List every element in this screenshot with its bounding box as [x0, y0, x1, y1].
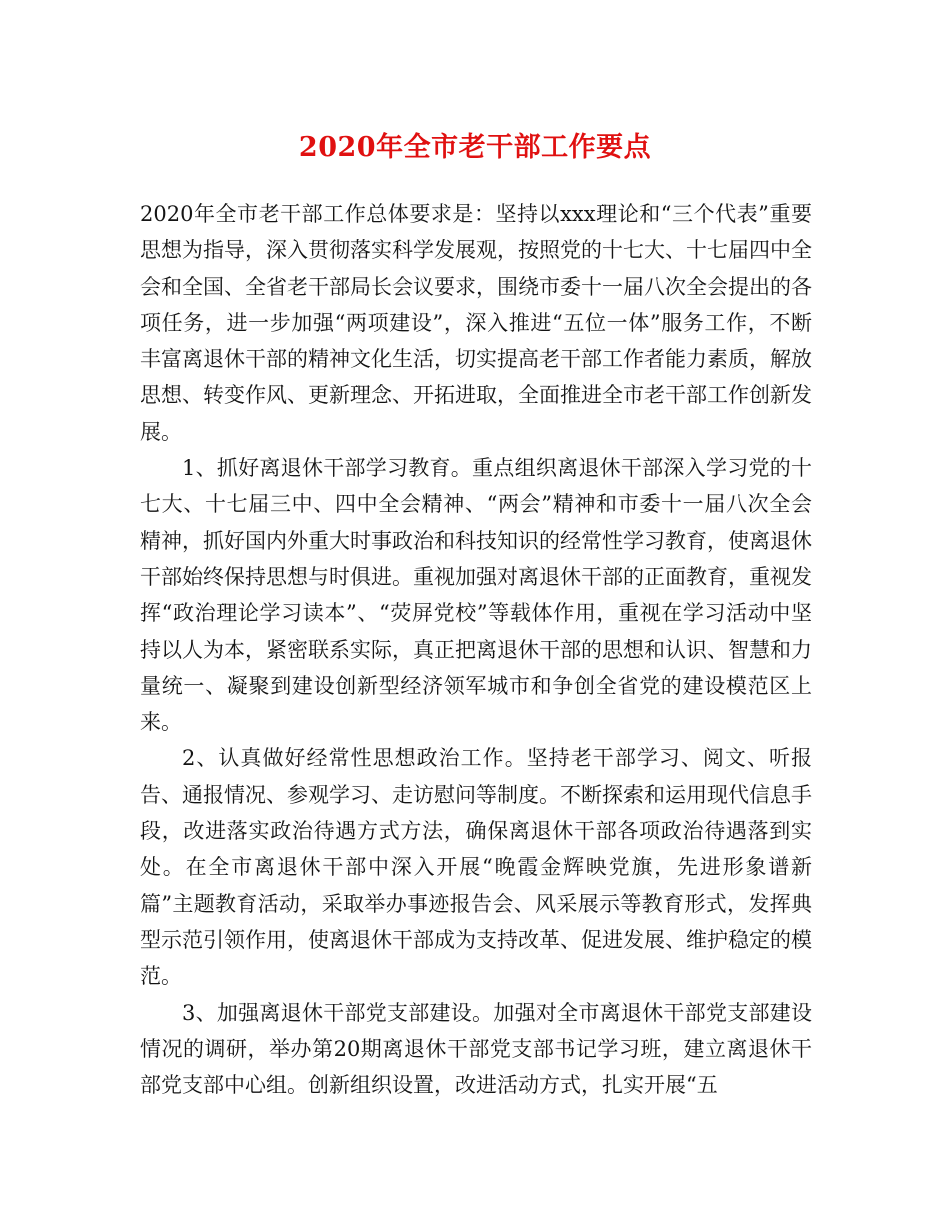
document-title: 2020年全市老干部工作要点: [298, 132, 652, 163]
document-body: [140, 196, 812, 1103]
paragraph-item-2: 2、认真做好经常性思想政治工作。坚持老干部学习、阅文、听报告、通报情况、参观学习、走访慰问等制度。不断探索和运用现代信息手段，改进落实政治待遇方式方法，确保离退休干部各项政治待遇落到实处。在全市离退休干部中深入开展“晚霞金辉映党旗，先进形象谱新篇”主题教育活动，采取举办事迹报告会、风采展示等教育形式，发挥典型示范引领作用，使离退休干部成为支持改革、促进发展、维护稳定的模范。: [140, 746, 812, 989]
intro-paragraph: 2020年全市老干部工作总体要求是：坚持以xxx理论和“三个代表”重要思想为指导，深入贯彻落实科学发展观，按照党的十七大、十七届四中全会和全国、全省老干部局长会议要求，围绕市委十一届八次全会提出的各项任务，进一步加强“两项建设”，深入推进“五位一体”服务工作，不断丰富离退休干部的精神文化生活，切实提高老干部工作者能力素质，解放思想、转变作风、更新理念、开拓进取，全面推进全市老干部工作创新发展。: [140, 202, 812, 444]
paragraph-item-1: 1、抓好离退休干部学习教育。重点组织离退休干部深入学习党的十七大、十七届三中、四中全会精神、“两会”精神和市委十一届八次全会精神，抓好国内外重大时事政治和科技知识的经常性学习教育，使离退休干部始终保持思想与时俱进。重视加强对离退休干部的正面教育，重视发挥“政治理论学习读本”、“荧屏党校”等载体作用，重视在学习活动中坚持以人为本，紧密联系实际，真正把离退休干部的思想和认识、智慧和力量统一、凝聚到建设创新型经济领军城市和争创全省党的建设模范区上来。: [140, 456, 812, 735]
paragraph-item-3: 3、加强离退休干部党支部建设。加强对全市离退休干部党支部建设情况的调研，举办第20期离退休干部党支部书记学习班，建立离退休干部党支部中心组。创新组织设置，改进活动方式，扎实开展“五: [140, 1000, 812, 1098]
